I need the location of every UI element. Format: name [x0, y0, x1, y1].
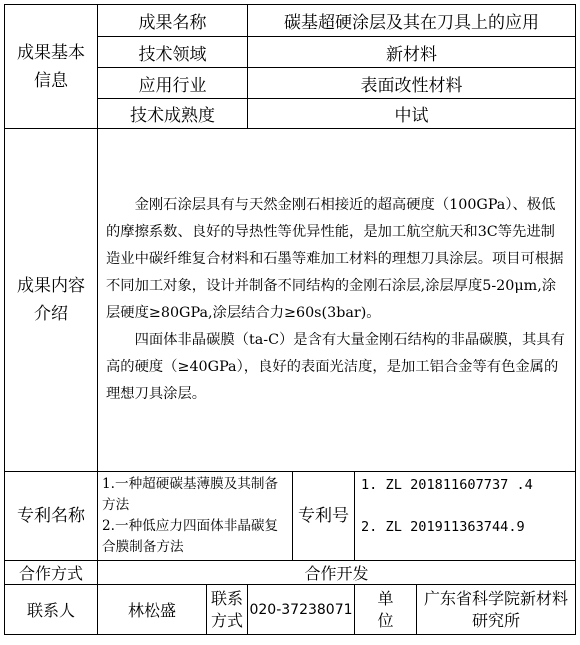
contact-method-label: 联系方式 — [207, 585, 248, 635]
contact-label: 联系人 — [5, 585, 98, 635]
content-section-label: 成果内容介绍 — [5, 129, 98, 472]
basic-info-label: 应用行业 — [98, 68, 248, 99]
contact-phone: 020-37238071 — [248, 585, 355, 635]
basic-info-value: 新材料 — [248, 37, 576, 68]
cooperation-label: 合作方式 — [5, 561, 98, 585]
patent-name-item: 2.一种低应力四面体非晶碳复合膜制备方法 — [102, 518, 279, 555]
cooperation-value: 合作开发 — [98, 561, 576, 585]
basic-info-label: 成果名称 — [98, 5, 248, 37]
basic-info-label: 技术领域 — [98, 37, 248, 68]
basic-info-value: 表面改性材料 — [248, 68, 576, 99]
patent-name-item: 1.一种超硬碳基薄膜及其制备方法 — [102, 476, 279, 513]
achievement-table — [4, 4, 576, 635]
basic-info-value: 中试 — [248, 99, 576, 129]
unit-label: 单位 — [355, 585, 417, 635]
patent-number-item: 2. ZL 201911363744.9 — [361, 519, 525, 535]
contact-name: 林松盛 — [98, 585, 207, 635]
basic-info-label: 技术成熟度 — [98, 99, 248, 129]
basic-info-value: 碳基超硬涂层及其在刀具上的应用 — [248, 5, 576, 37]
patent-names — [98, 472, 293, 561]
content-paragraph: 金刚石涂层具有与天然金刚石相接近的超高硬度（100GPa）、极低的摩擦系数、良好的导热性等优异性能，是加工航空航天和3C等先进制造业中碳纤维复合材料和石墨等难加工材料的理想刀具涂层。项目可根据不同加工对象，设计并制备不同结构的金刚石涂层,涂层厚度5-20μm,涂层硬度≥80GPa,涂层结合力≥60s(3bar)。 — [106, 197, 564, 321]
patent-number-label: 专利号 — [293, 472, 355, 561]
content-paragraph: 四面体非晶碳膜（ta-C）是含有大量金刚石结构的非晶碳膜，其具有高的硬度（≥40GPa），良好的表面光洁度，是加工铝合金等有色金属的理想刀具涂层。 — [106, 332, 565, 402]
content-body — [98, 129, 576, 472]
patent-numbers — [355, 472, 576, 561]
basic-info-section-label: 成果基本信息 — [5, 5, 98, 129]
patent-number-item: 1. ZL 201811607737 .4 — [361, 477, 533, 493]
unit-value: 广东省科学院新材料研究所 — [417, 585, 576, 635]
patent-name-label: 专利名称 — [5, 472, 98, 561]
